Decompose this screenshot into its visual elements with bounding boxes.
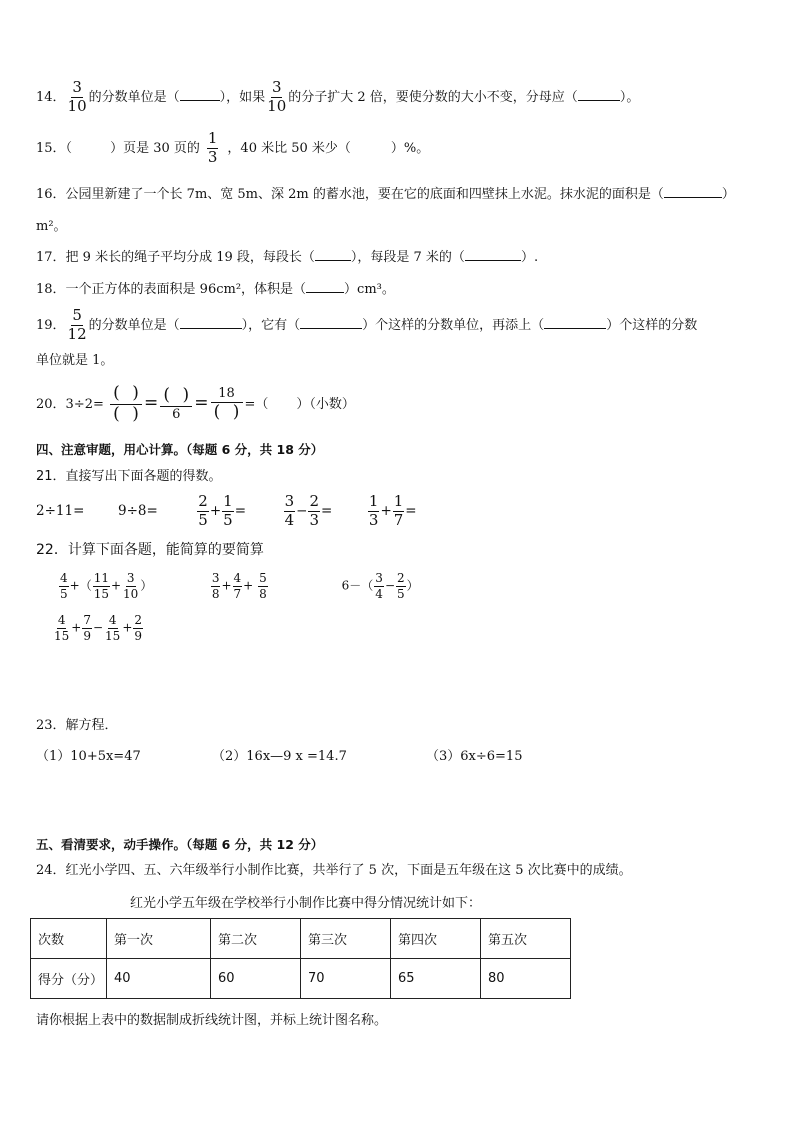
expression-3: 6－（ $\frac{3}{4}$ − $\frac{2}{5}$ ） [341, 571, 419, 601]
answer-blank[interactable] [664, 186, 722, 198]
denominator: 10 [267, 96, 287, 115]
table-header-cell: 第三次 [301, 919, 391, 959]
table-cell: 65 [391, 959, 481, 999]
denominator: 6 [172, 406, 181, 422]
question-19-cont: 单位就是 1。 [36, 353, 114, 368]
table-header-row [31, 919, 571, 959]
question-text: =（ [244, 396, 269, 412]
expression-1: 2÷11= [36, 502, 85, 519]
question-text: 把 9 米长的绳子平均分成 19 段，每段长（ [65, 250, 315, 265]
expression-4: $\frac{3}{4}$ − $\frac{2}{3}$ = [284, 492, 333, 529]
question-22-row-1 [58, 572, 442, 600]
expression-4: $\frac{4}{15}$ + $\frac{7}{9}$ − $\frac{4}{15}$ + $\frac{2}{9}$ [54, 613, 143, 643]
equals-sign: = [144, 392, 159, 413]
blank-denominator-fraction[interactable] [210, 387, 244, 421]
question-text: 一个正方体的表面积是 96cm²，体积是（ [65, 282, 307, 297]
answer-blank[interactable] [306, 281, 344, 293]
question-21-title: 21．直接写出下面各题的得数。 [36, 469, 222, 484]
table-header-cell: 第四次 [391, 919, 481, 959]
blank-fraction[interactable] [109, 385, 143, 424]
numerator: 3 [271, 78, 282, 96]
numerator: 1 [207, 129, 218, 147]
question-14 [36, 80, 639, 115]
denominator: 10 [67, 96, 87, 115]
question-number: 16． [36, 187, 66, 202]
question-text: ） [721, 187, 735, 202]
fraction [207, 131, 219, 166]
question-text: 公园里新建了一个长 7m、宽 5m、深 2m 的蓄水池，要在它的底面和四壁抹上水泥。抹水泥的面积是（ [65, 187, 664, 202]
paren: ( [213, 401, 221, 422]
answer-blank[interactable] [465, 249, 521, 261]
expression-5: $\frac{1}{3}$ + $\frac{1}{7}$ = [368, 492, 417, 529]
denominator: 3 [207, 147, 218, 166]
question-number: 20． [36, 396, 66, 412]
equation-3: （3）6x÷6=15 [426, 749, 523, 764]
numerator: 5 [72, 306, 82, 324]
answer-blank[interactable] [180, 89, 220, 101]
question-text: ）页是 30 页的 [110, 140, 200, 156]
equals-sign: = [194, 392, 209, 413]
blank-numerator-fraction[interactable] [159, 387, 193, 421]
expression-3: $\frac{2}{5}$ + $\frac{1}{5}$ = [198, 492, 247, 529]
paren: ) [182, 385, 190, 406]
question-text: 的分数单位是（ [88, 89, 180, 105]
paren: ) [232, 401, 240, 422]
fraction [67, 80, 88, 115]
question-22-row-2 [52, 614, 144, 642]
question-text: ）（小数） [296, 396, 355, 412]
table-cell: 40 [107, 959, 211, 999]
question-text: 的分数单位是（ [88, 317, 180, 333]
paren: ( [113, 403, 120, 424]
question-text: ）%。 [390, 140, 430, 156]
answer-blank[interactable] [180, 317, 242, 329]
paren: ( [163, 385, 171, 406]
paren: ) [132, 403, 139, 424]
table-cell: 得分（分） [31, 959, 107, 999]
question-21-items [36, 494, 437, 529]
question-20 [36, 385, 355, 424]
question-17 [36, 249, 538, 267]
question-24-text: 24．红光小学四、五、六年级举行小制作比赛，共举行了 5 次，下面是五年级在这 5 次比赛中的成绩。 [36, 863, 632, 878]
numerator: 3 [72, 78, 82, 96]
question-text: 3÷2= [65, 396, 104, 412]
question-text: ）个这样的分数单位，再添上（ [362, 317, 545, 333]
question-16-unit: m²。 [36, 219, 67, 234]
question-24-instruction: 请你根据上表中的数据制成折线统计图，并标上统计图名称。 [36, 1013, 388, 1028]
question-number: 14． [36, 89, 66, 105]
equation-1: （1）10+5x=47 [36, 749, 141, 764]
denominator: 12 [67, 324, 87, 343]
answer-blank[interactable] [315, 249, 351, 261]
numerator: 18 [211, 387, 243, 403]
question-text: ），它有（ [241, 317, 301, 333]
question-number: 19． [36, 317, 66, 333]
question-16 [36, 186, 735, 204]
question-text: 的分子扩大 2 倍，要使分数的大小不变，分母应（ [288, 89, 578, 105]
paren: ) [132, 383, 139, 403]
table-row [31, 959, 571, 999]
table-cell: 70 [301, 959, 391, 999]
table-header-cell: 次数 [31, 919, 107, 959]
table-header-cell: 第二次 [211, 919, 301, 959]
answer-blank[interactable] [578, 89, 620, 101]
question-number: 15． [36, 140, 66, 156]
question-23-title: 23．解方程． [36, 718, 118, 733]
question-text: ）个这样的分数 [606, 317, 698, 333]
question-text: ），每段是 7 米的（ [350, 250, 465, 265]
table-caption: 红光小学五年级在学校举行小制作比赛中得分情况统计如下： [130, 896, 482, 911]
question-23-items [36, 748, 522, 766]
expression-2: 9÷8= [118, 502, 158, 519]
fraction [67, 308, 88, 343]
question-text: ）。 [619, 89, 640, 105]
question-15 [36, 131, 429, 166]
section-5-heading: 五、看清要求，动手操作。（每题 6 分，共 12 分） [36, 837, 324, 852]
table-header-cell: 第一次 [107, 919, 211, 959]
fraction [266, 80, 287, 115]
question-text: （ [65, 140, 73, 156]
question-text: ）. [520, 250, 539, 265]
table-cell: 60 [211, 959, 301, 999]
question-number: 18． [36, 282, 66, 297]
section-4-heading: 四、注意审题，用心计算。（每题 6 分，共 18 分） [36, 442, 324, 457]
question-text: ），如果 [219, 89, 266, 105]
expression-1: $\frac{4}{5}$ +（ $\frac{11}{15}$ + $\frac{3}{10}$ ） [60, 571, 153, 601]
question-text: ，40 米比 50 米少（ [227, 140, 351, 156]
score-table [30, 918, 571, 999]
expression-2: $\frac{3}{8}$ + $\frac{4}{7}$ + $\frac{5}{8}$ [211, 571, 267, 601]
question-22-title: 22．计算下面各题，能简算的要简算 [36, 542, 264, 558]
paren: ( [113, 383, 120, 403]
question-19 [36, 308, 697, 343]
equation-2: （2）16x—9 x =14.7 [212, 749, 347, 764]
question-text: ）cm³。 [344, 282, 395, 297]
answer-blank[interactable] [544, 317, 606, 329]
question-18 [36, 281, 395, 299]
question-number: 17． [36, 250, 66, 265]
table-cell: 80 [481, 959, 571, 999]
answer-blank[interactable] [300, 317, 362, 329]
table-header-cell: 第五次 [481, 919, 571, 959]
